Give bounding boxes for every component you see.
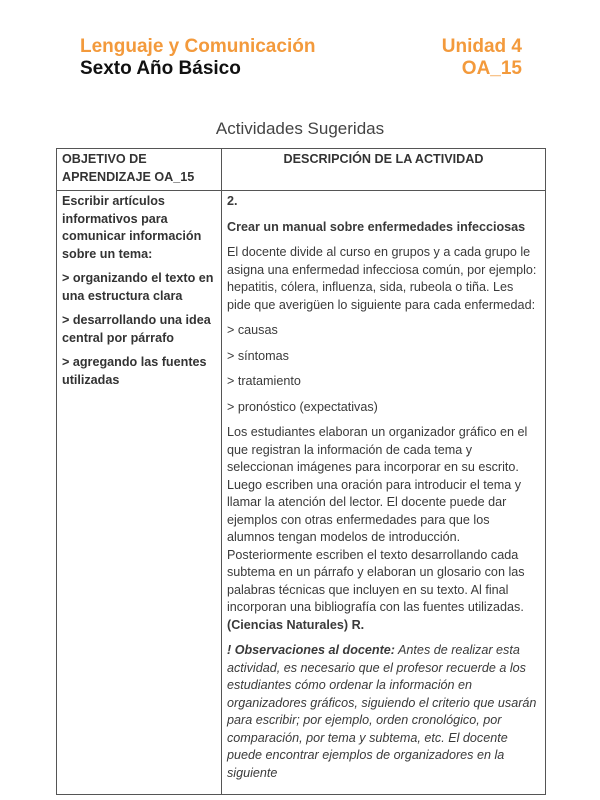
- section-title: Actividades Sugeridas: [215, 119, 385, 138]
- table-header-row: [57, 149, 546, 191]
- activity-item: > síntomas: [227, 348, 289, 363]
- oa-code: OA_15: [461, 58, 522, 79]
- column-header-description: DESCRIPCIÓN DE LA ACTIVIDAD: [222, 149, 546, 191]
- activities-table: [56, 148, 546, 795]
- activity-title: Crear un manual sobre enfermedades infecciosas: [227, 219, 526, 234]
- teacher-observation: [227, 642, 540, 782]
- unit-label: Unidad 4: [441, 36, 522, 57]
- activity-item: > causas: [227, 323, 278, 337]
- observation-label: ! Observaciones al docente:: [227, 643, 395, 657]
- activity-body-text: Los estudiantes elaboran un organizador gráfico en el que registran la información de cada tema y seleccionan imágenes para incorporar en su escrito. Luego escriben una oración para introducir el tema y llamar la atención del lector. El docente puede dar ejemplos con otras enfermedades para que los alumnos tengan modelos de introducción. Posteriormente escriben el texto desarrollando cada subtema en un párrafo y elaboran un glosario con las palabras técnicas que incluyen en su texto. Al final incorporan una bibliografía con las fuentes utilizadas.: [227, 425, 528, 614]
- page-header: [80, 36, 522, 80]
- objective-intro: Escribir artículos informativos para comunicar información sobre un tema:: [62, 194, 202, 261]
- column-header-objective: OBJETIVO DE APRENDIZAJE OA_15: [57, 149, 222, 191]
- activity-cell: [222, 191, 546, 795]
- subject-title: Lenguaje y Comunicación: [80, 36, 316, 57]
- objective-point: > agregando las fuentes utilizadas: [62, 355, 207, 387]
- objective-point: > desarrollando una idea central por párrafo: [62, 313, 211, 345]
- subject-tag: (Ciencias Naturales) R.: [227, 617, 365, 632]
- activity-body: [227, 424, 540, 634]
- activity-item: > pronóstico (expectativas): [227, 399, 378, 414]
- observation-text: Antes de realizar esta actividad, es necesario que el profesor recuerde a los estudiantes cómo ordenar la información en organizadores gráficos, siguiendo el criterio que usarán para escribir; por ejemplo, orden cronológico, por comparación, por tema y subtema, etc. El docente puede encontrar ejemplos de organizadores en la siguiente: [227, 643, 537, 780]
- activity-item: > tratamiento: [227, 374, 301, 388]
- objective-cell: [57, 191, 222, 795]
- table-row: [57, 191, 546, 795]
- activity-number: 2.: [227, 194, 238, 208]
- activity-intro: El docente divide al curso en grupos y a cada grupo le asigna una enfermedad infecciosa común, por ejemplo: hepatitis, cólera, influenza, sida, rubeola o tiña. Les pide que averigüen lo siguiente para cada enfermedad:: [227, 245, 537, 312]
- grade-label: Sexto Año Básico: [80, 58, 241, 79]
- objective-point: > organizando el texto en una estructura clara: [62, 271, 214, 303]
